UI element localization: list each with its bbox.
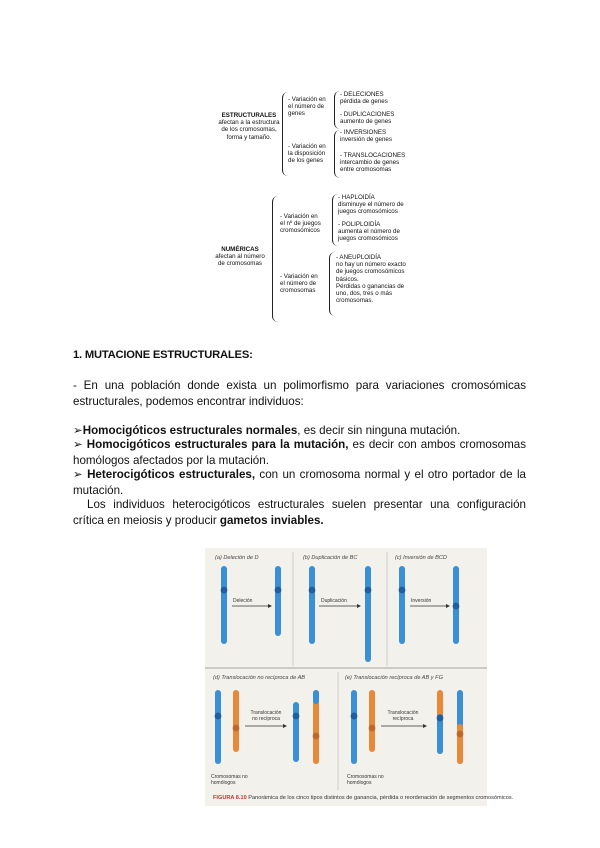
chromosome-blue [293,702,299,762]
centromere [437,715,444,722]
closing-paragraph: Los individuos heterocigóticos estructurales suelen presentar una configuración crítica en meiosis y producir gametos inviables. [73,498,526,527]
centromere [453,603,460,610]
chromosome-blue [309,566,315,644]
list-item: ➢Homocigóticos estructurales normales, es decir sin ninguna mutación. [73,424,461,437]
chromosome-blue [365,566,371,662]
centromere [215,713,222,720]
var-juegos: - Variación en el nº de juegos cromosómicos [280,213,321,235]
chromosome-blue [275,566,281,636]
chromosome-blue [351,690,357,764]
haploidia: - HAPLOIDÍA disminuye el número de juegos cromosómicos [338,194,404,216]
arrow-label-e: Translocación recíproca [387,710,419,722]
intro-paragraph: - En una población donde exista un polimorfismo para variaciones cromosómicas estructurales, podemos encontrar individuos: [73,379,526,408]
centromere [351,713,358,720]
poliploidia: - POLIPLOIDÍA aumenta el número de juegos cromosómicos [338,221,400,243]
centromere [399,587,406,594]
estructurales-line: afectan a la estructura [218,119,280,127]
arrow-label-a: Deleción [233,598,253,604]
chromosome-orange [233,690,239,752]
arrow-label-b: Duplicación [321,598,347,604]
nonhomologous-label: Cromosomas no homólogos [347,774,384,786]
figure-8-10 [205,548,514,806]
chromosome-blue [221,566,227,644]
panel-title-e: (e) Translocación recíproca de AB y FG [345,675,443,681]
deleciones: - DELECIONES pérdida de genes [340,91,388,106]
chromosome-blue [399,566,405,644]
caption-text: Panorámica de los cinco tipos distintos de ganancia, pérdida o reordenación de segmentos cromosómicos. [248,795,514,801]
brace [272,196,279,322]
inversiones: - INVERSIONES inversión de genes [340,129,392,144]
figure-caption [213,795,513,801]
chromosome-orange [369,690,375,752]
list-item: ➢ Heterocigóticos estructurales, con un cromosoma normal y el otro portador de la mutación. [73,468,526,497]
panel-title-c: (c) Inversión de BCD [395,555,447,561]
figure-number: FIGURA 8.10 [213,795,247,801]
brace [329,252,335,316]
centromere [369,725,376,732]
panel-title-d: (d) Translocación no recíproca de AB [213,675,306,681]
centromere [221,587,228,594]
panel-title-b: (b) Duplicación de BC [303,555,358,561]
centromere [365,587,372,594]
arrow-label-c: Inversión [411,598,432,604]
var-cromosomas: - Variación en el número de cromosomas [280,273,318,295]
var-disposicion-genes: - Variación en la disposición de los genes [288,143,326,165]
centromere [457,731,464,738]
duplicaciones: - DUPLICACIONES aumento de genes [340,111,395,126]
centromere [313,733,320,740]
centromere [233,725,240,732]
var-numero-genes: - Variación en el número de genes [288,96,326,118]
estructurales-title: ESTRUCTURALES [221,112,277,119]
estructurales-line: forma y tamaño. [226,133,272,141]
estructurales-label [210,112,288,141]
list-item: ➢ Homocigóticos estructurales para la mutación, es decir con ambos cromosomas homólogos afectados por la mutación. [73,438,526,467]
panel-title-a: (a) Deleción de D [215,555,259,561]
chromosome-blue [215,690,221,764]
numericas-title: NUMÉRICAS [221,246,259,253]
centromere [309,587,316,594]
nonhomologous-label: Cromosomas no homólogos [211,774,248,786]
translocaciones: - TRANSLOCACIONES intercambio de genes entre cromosomas [340,152,406,174]
aneuploidia: - ANEUPLOIDÍA no hay un número exacto de juegos cromosómicos básicos. Pérdidas o ganancias de uno, dos, tres o más cromosomas. [336,254,406,305]
section-heading: 1. MUTACIONE ESTRUCTURALES: [73,349,253,361]
numericas-label: NUMÉRICAS afectan al número de cromosomas [215,246,265,268]
centromere [275,587,282,594]
arrow-label-d: Translocación no recíproca [250,710,282,722]
estructurales-line: de los cromosomas, [221,126,277,134]
centromere [293,713,300,720]
